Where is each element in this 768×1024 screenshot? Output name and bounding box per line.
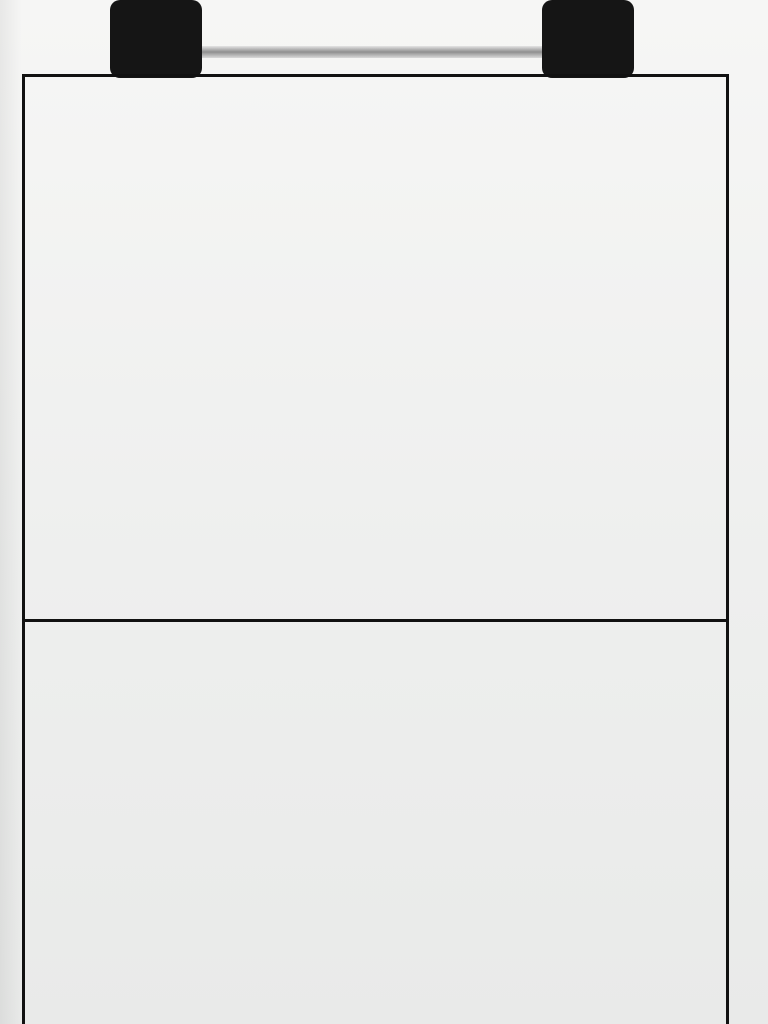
noodle-order-table bbox=[22, 74, 729, 622]
side-order-table bbox=[22, 622, 729, 1024]
clipboard-clip-left bbox=[110, 0, 202, 78]
clipboard-clip-right bbox=[542, 0, 634, 78]
paper-shadow bbox=[0, 0, 22, 1024]
clipboard-wire bbox=[190, 46, 550, 58]
